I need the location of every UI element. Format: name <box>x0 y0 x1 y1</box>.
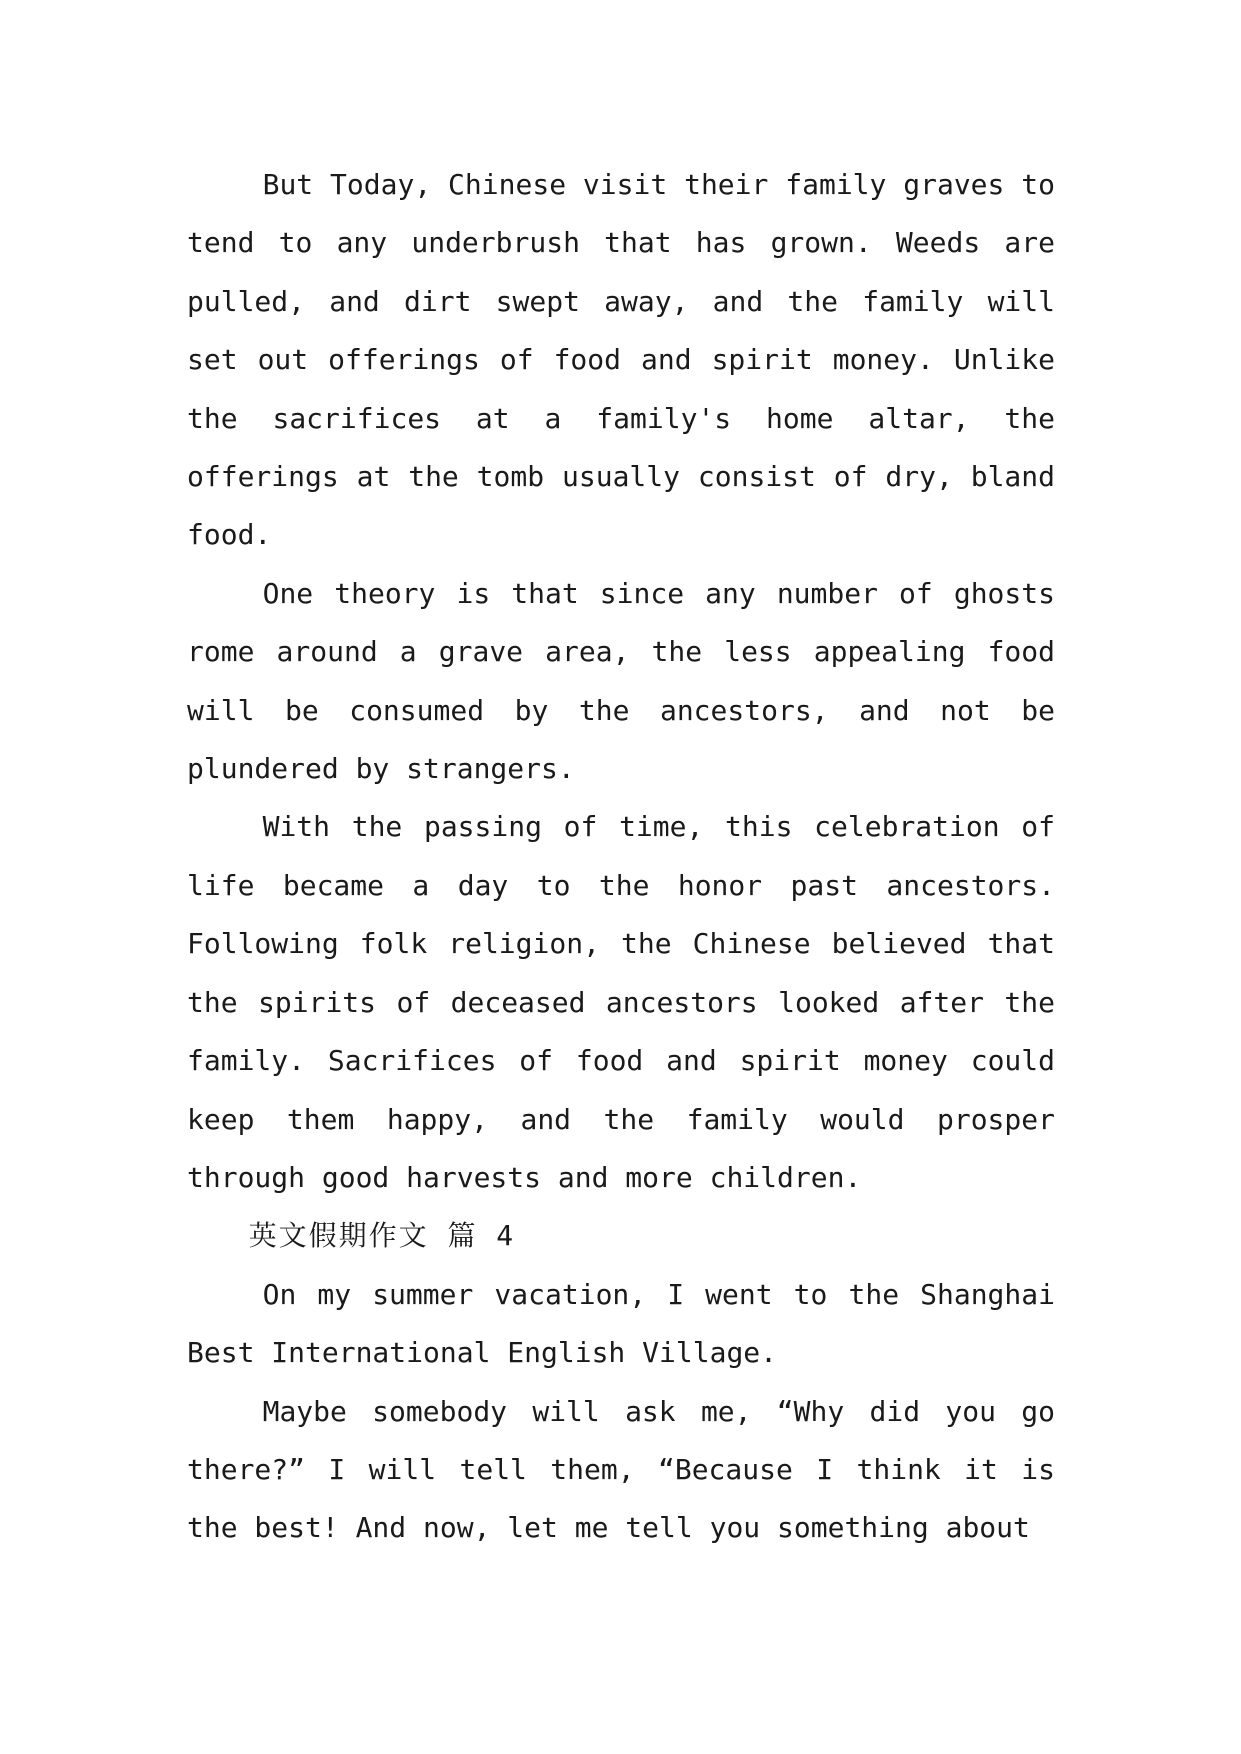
paragraph: One theory is that since any number of ghosts rome around a grave area, the less appealing food will be consumed by the ancestors, and not be plundered by strangers. <box>187 576 1055 786</box>
paragraph: With the passing of time, this celebration of life became a day to the honor past ancestors. Following folk religion, the Chinese believed that the spirits of deceased ancestors looked after the family. Sacrifices of food and spirit money could keep them happy, and the family would prosper through good harvests and more children. <box>187 810 1055 1194</box>
section-heading: 英文假期作文 篇 4 <box>248 1219 516 1253</box>
paragraph: On my summer vacation, I went to the Shanghai Best International English Village. <box>187 1277 1055 1370</box>
document-body <box>187 156 1055 1558</box>
paragraph: Maybe somebody will ask me, “Why did you go there?” I will tell them, “Because I think it is the best! And now, let me tell you something about <box>187 1394 1055 1545</box>
paragraph: But Today, Chinese visit their family graves to tend to any underbrush that has grown. Weeds are pulled, and dirt swept away, and the family will set out offerings of food and spirit money. Unlike the sacrifices at a family's home altar, the offerings at the tomb usually consist of dry, bland food. <box>187 168 1055 552</box>
